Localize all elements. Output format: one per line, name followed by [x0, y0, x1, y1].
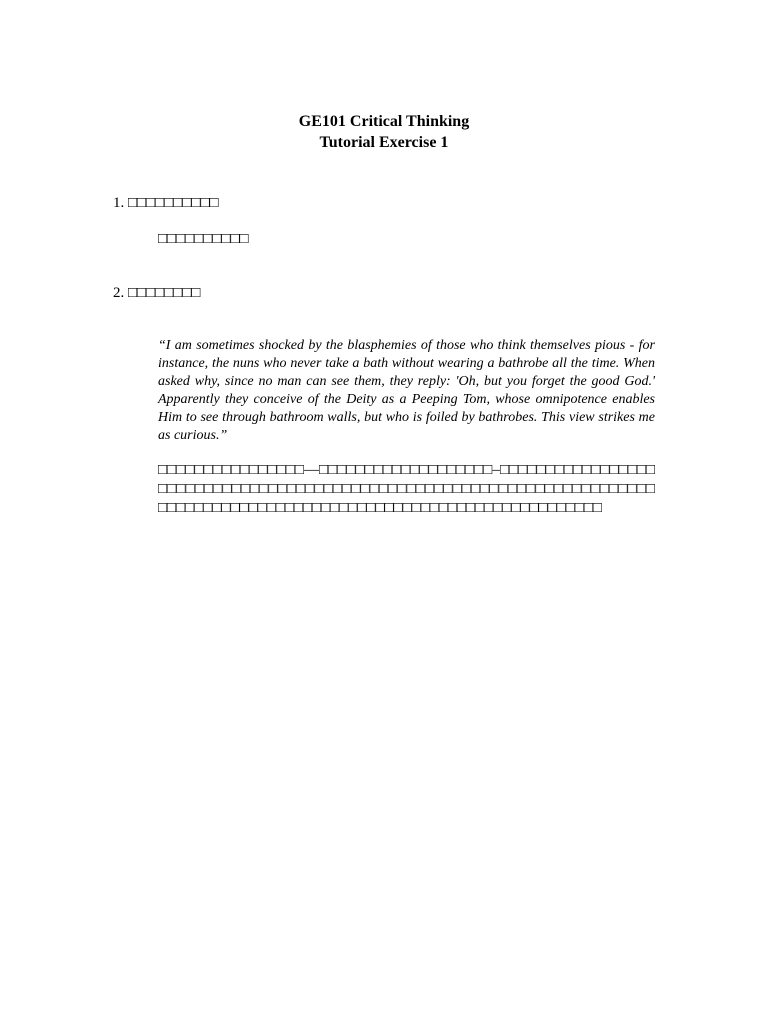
question-2-text: □□□□□□□□ [128, 285, 201, 301]
question-2-heading [113, 283, 200, 303]
question-1-text: □□□□□□□□□□ [128, 195, 219, 211]
question-2-number: 2. [113, 285, 125, 301]
question-1-answer: □□□□□□□□□□ [158, 231, 249, 247]
question-2-translation: □□□□□□□□□□□□□□□□—□□□□□□□□□□□□□□□□□□□–□□□□□□□□□□□□□□□□□□□□□□□□□□□□□□□□□□□□□□□□□□□□□□□□□□□□□□□□□□□□□□□□□□□□□□□□□□□□□□□□□□□□□□□□□□□□□□□□□□□□□□□□□□□□□□□□□□□□□□□□ [158, 462, 655, 516]
question-2-quote: “I am sometimes shocked by the blasphemies of those who think themselves pious - for instance, the nuns who never take a bath without wearing a bathrobe all the time. When asked why, since no man can see them, they reply: 'Oh, but you forget the good God.' Apparently they conceive of the Deity as a Peeping Tom, whose omnipotence enables Him to see through bathroom walls, but who is foiled by bathrobes. This view strikes me as curious.” [158, 338, 655, 443]
question-1-number: 1. [113, 195, 125, 211]
question-1-heading [113, 193, 219, 213]
document-subtitle: Tutorial Exercise 1 [319, 134, 449, 151]
title-block [0, 111, 768, 153]
document-title: GE101 Critical Thinking [298, 113, 470, 130]
